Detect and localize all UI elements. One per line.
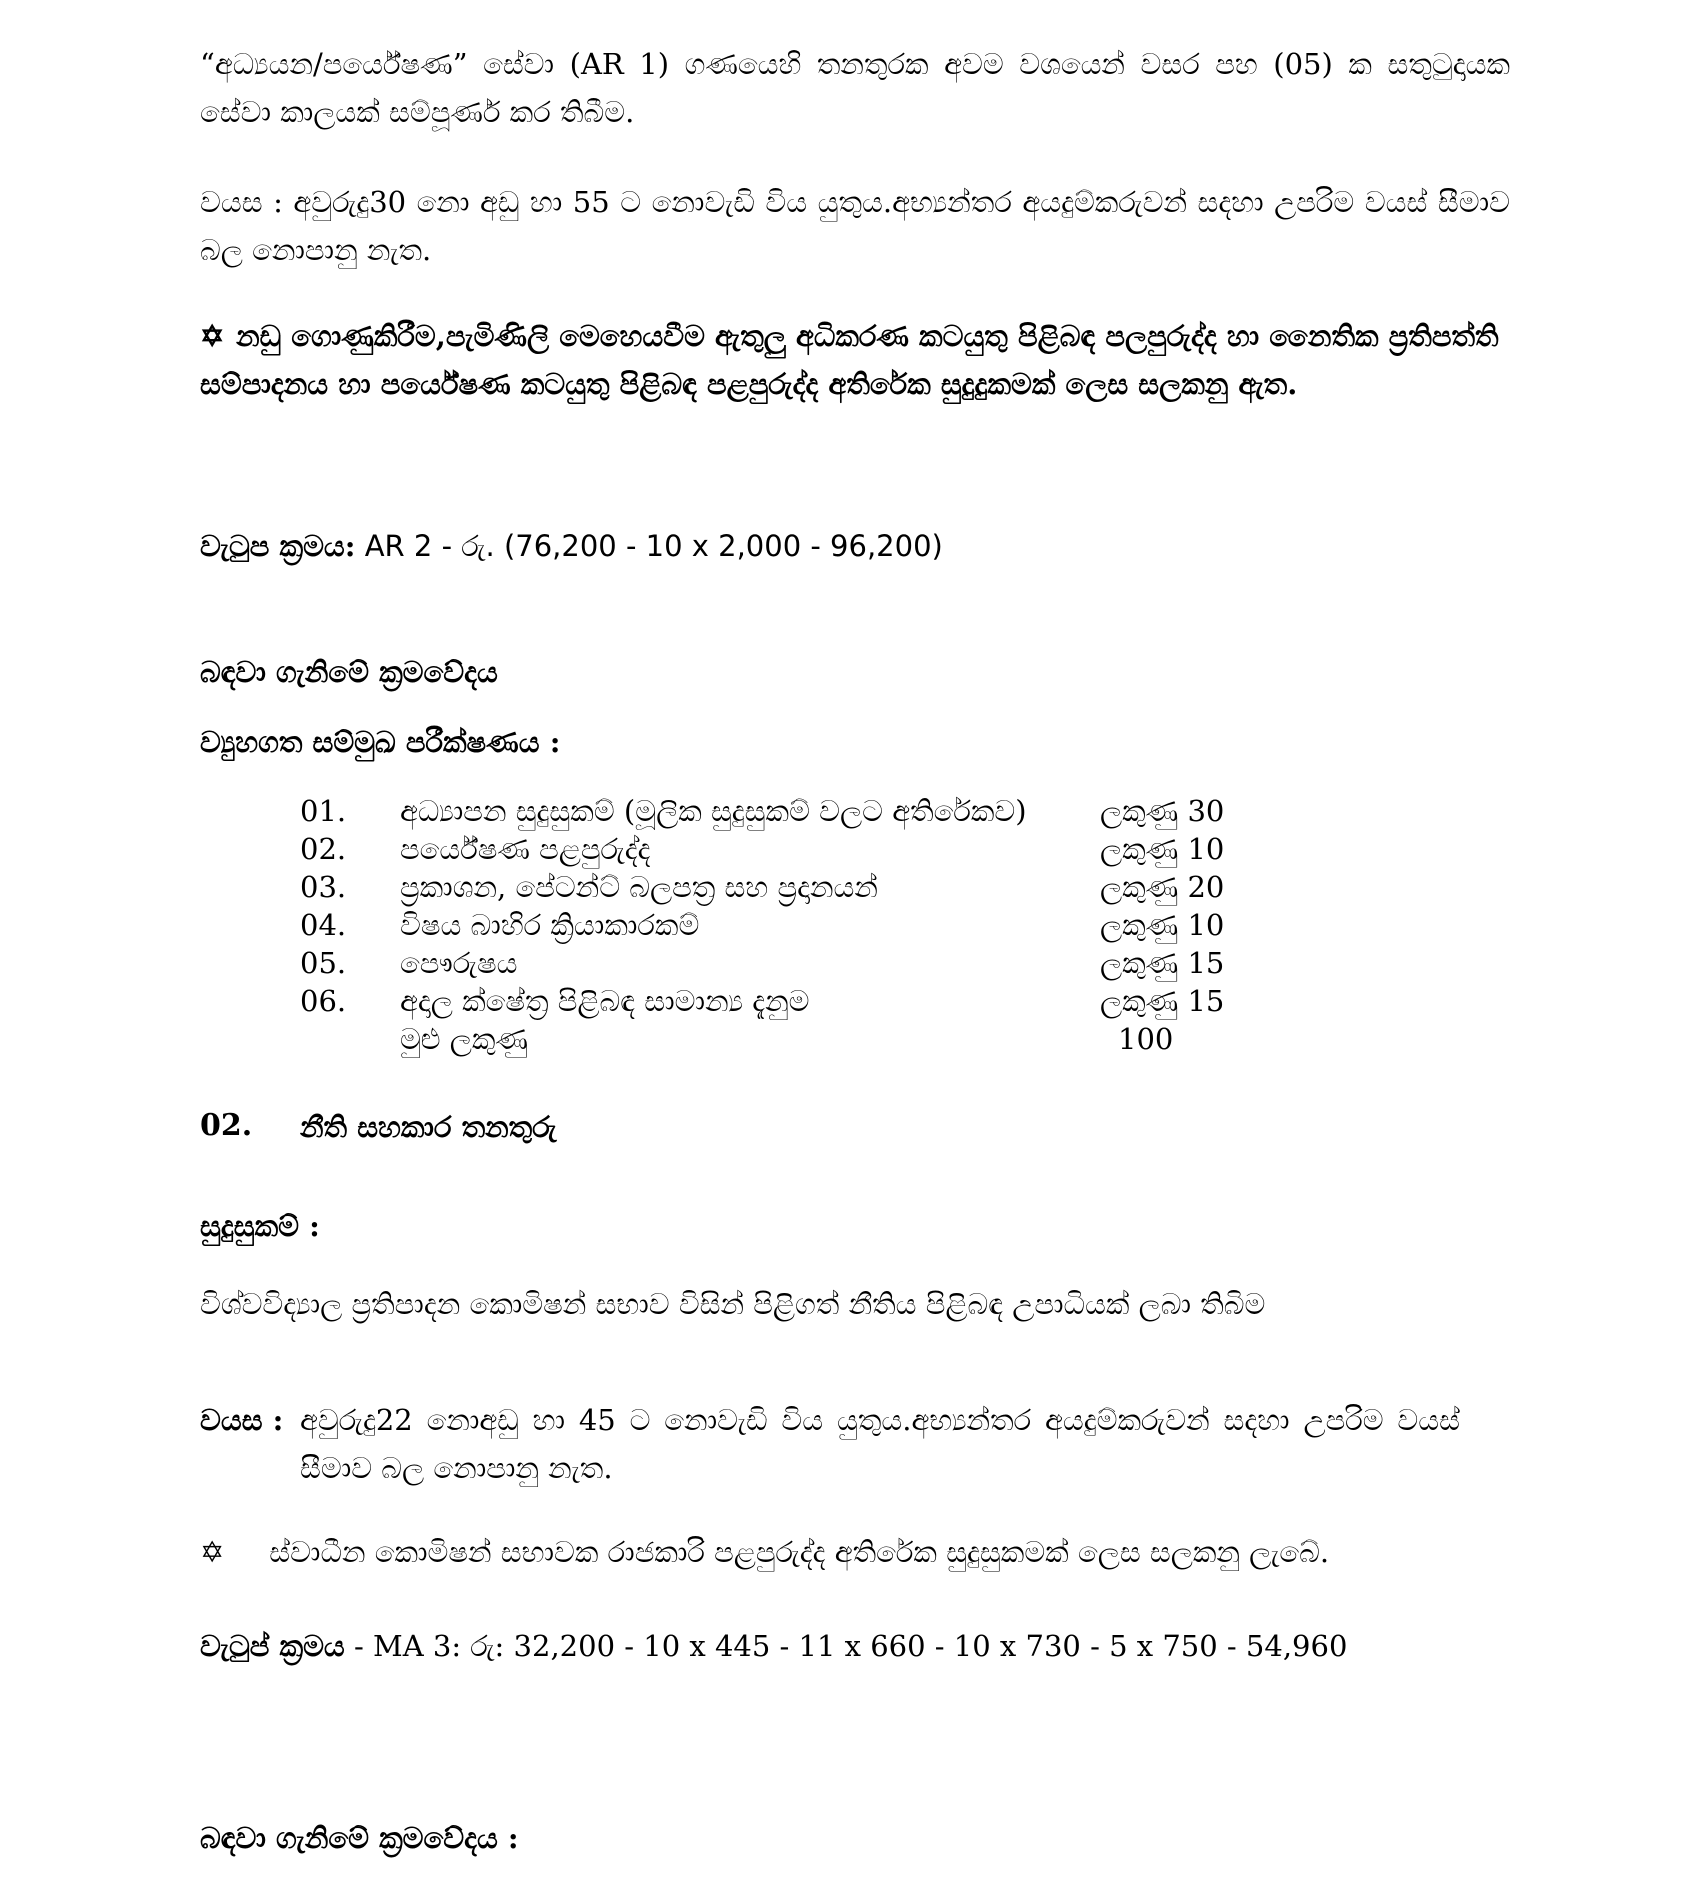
degree-qualification: විශ්වවිද්‍යාල ප්‍රතිපාදන කොමිෂන් සභාව විසින් පිළිගත් නීතිය පිළිබඳ උපාධියක් ලබා තිබිම [200, 1287, 1266, 1321]
salary-value: AR 2 - රු. (76,200 - 10 x 2,000 - 96,200) [355, 529, 943, 563]
recruitment-method-heading-2: බඳවා ගැනිමේ ක්‍රමවේදය : [200, 1821, 519, 1855]
ar1-service-qualification: “අධ්‍යයන/පර්යේෂණ” සේවා (AR 1) ගණයෙහි තනතුරක අවම වශයෙන් වසර පහ (05) ක සතුටුදායක සේවා කාලයක් සම්පූර්ණ කර තිබීම. [200, 47, 1510, 129]
row-item: පර්යේෂණ පළපුරුද්ද [400, 832, 651, 866]
additional-qualification-text-2: ස්වාධීන කොමිෂන් සභාවක රාජකාරි පළපුරුද්ද අතිරේක සුදුසුකමක් ලෙස සලකනු ලැබේ. [269, 1535, 1330, 1569]
section-title: නීති සහකාර තනතුරු [300, 1110, 557, 1144]
recruitment-method-heading: බඳවා ගැනිමේ ක්‍රමවේදය [200, 655, 498, 689]
age-label: වයස : [200, 1403, 284, 1437]
row-item: විෂය බාහිර ක්‍රියාකාරකම් [400, 908, 700, 942]
additional-qualification [200, 312, 1510, 408]
row-marks: ලකුණු 10 [1100, 832, 1225, 866]
total-value: 100 [1118, 1022, 1174, 1056]
row-item: පෞරුෂය [400, 946, 518, 980]
salary-label-2: වැටුප් ක්‍රමය [200, 1629, 345, 1663]
row-marks: ලකුණු 10 [1100, 908, 1225, 942]
row-number: 02. [300, 832, 347, 866]
age-requirement-2: අවුරුදු22 නොඅඩු හා 45 ට නොවැඩි විය යුතුය.අභ්‍යන්තර අයදුම්කරුවන් සදහා උපරිම වයස් සීමාව බල නොපානු නැත. [300, 1403, 1460, 1485]
star-of-david-icon: ✡ [200, 1535, 225, 1569]
row-marks: ලකුණු 20 [1100, 870, 1225, 904]
row-number: 05. [300, 946, 347, 980]
row-item: අදාල ක්ෂේත්‍ර පිළිබඳ සාමාන්‍ය දැනුම [400, 984, 810, 1018]
row-number: 04. [300, 908, 347, 942]
row-number: 06. [300, 984, 347, 1018]
row-item: ප්‍රකාශන, පේටන්ට් බලපත්‍ර සහ ප්‍රදානයන් [400, 870, 878, 904]
row-number: 03. [300, 870, 347, 904]
salary-scale [200, 522, 1510, 570]
row-marks: ලකුණු 30 [1100, 794, 1225, 828]
salary-label: වැටුප ක්‍රමය: [200, 529, 356, 563]
row-marks: ලකුණු 15 [1100, 946, 1225, 980]
salary-scale-2 [200, 1622, 1510, 1670]
row-number: 01. [300, 794, 347, 828]
structured-interview-heading: ව්‍යුහගත සම්මුඛ පරීක්ෂණය : [200, 725, 561, 759]
total-label: මුළු ලකුණු [400, 1022, 528, 1056]
salary-value-2: - MA 3: රු: 32,200 - 10 x 445 - 11 x 660 - 10 x 730 - 5 x 750 - 54,960 [344, 1629, 1348, 1663]
section-number: 02. [200, 1108, 253, 1143]
star-of-david-icon: ✡ [200, 319, 225, 353]
additional-qualification-2 [200, 1532, 1329, 1572]
age-requirement: වයස : අවුරුදු30 නො අඩු හා 55 ට නොවැඩි විය යුතුය.අභ්‍යන්තර අයදුම්කරුවන් සදහා උපරිම වයස් සීමාව බල නොපානු නැත. [200, 185, 1510, 267]
qualifications-label: සුදුසුකම් : [200, 1209, 320, 1243]
row-marks: ලකුණු 15 [1100, 984, 1225, 1018]
row-item: අධ්‍යාපන සුදුසුකම් (මූලික සුදුසුකම් වලට අතිරේකව) [400, 794, 1027, 828]
additional-qualification-text: නඩු ගොණුකිරීම,පැමිණිලි මෙහෙයවීම ඇතුලු අධිකරණ කටයුතු පිළිබඳ පලපුරුද්ද හා නෛතික ප්‍රතිපත්ති සම්පාදනය හා පර්යේෂණ කටයුතු පිළිබඳ පළපුරුද්ද අතිරේක සුදුදුකමක් ලෙස සලකනු ඇත. [200, 319, 1499, 401]
